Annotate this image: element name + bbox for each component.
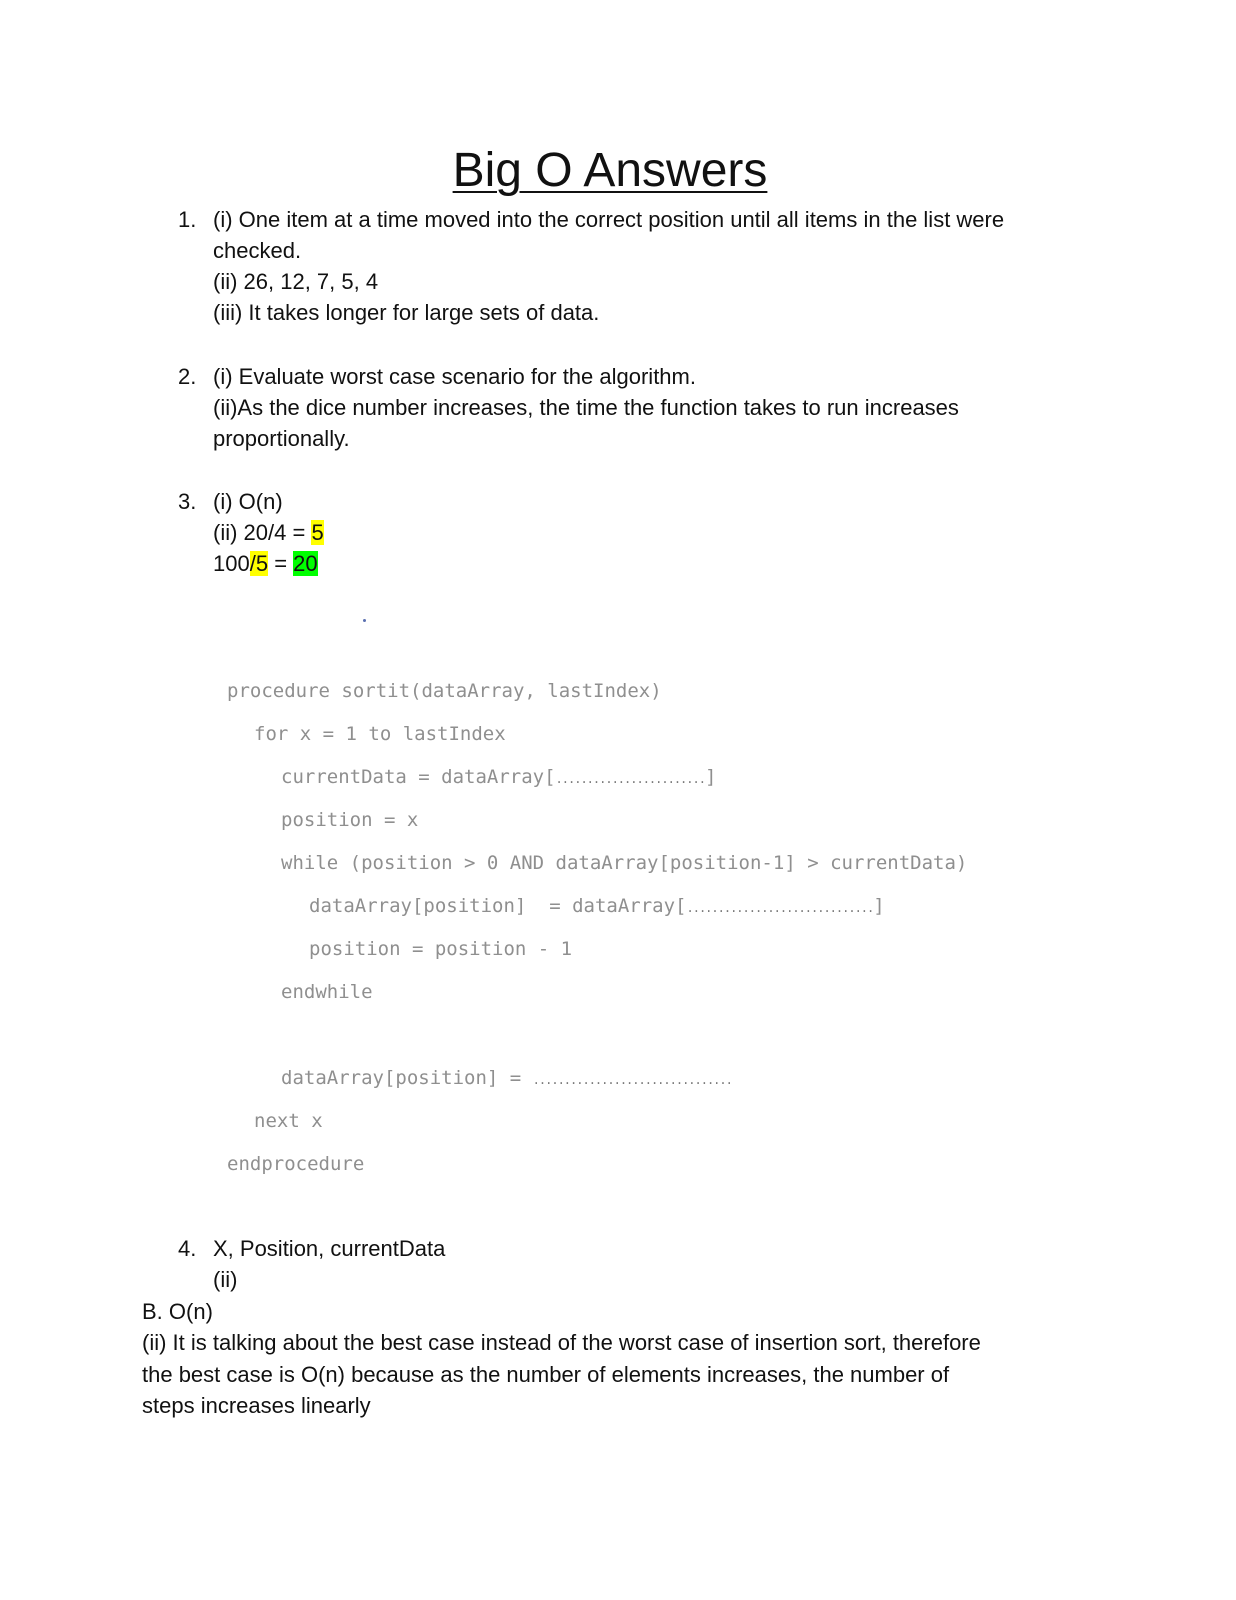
q1-iii: (iii) It takes longer for large sets of data.: [213, 300, 600, 325]
q3-ii-prefix: (ii) 20/4 =: [213, 520, 312, 545]
q3-ii: [213, 520, 324, 546]
q4-ii: (ii): [213, 1267, 238, 1292]
q3-calc-eq: =: [268, 551, 294, 576]
partb-line1: (ii) It is talking about the best case instead of the worst case of insertion sort, therefore: [142, 1330, 981, 1355]
code-line-6-blank: ..............................: [686, 901, 874, 915]
code-line-9-blank: ................................: [532, 1073, 732, 1087]
q3-calc-divisor-highlight: /5: [249, 551, 269, 576]
q1-i-line1: (i) One item at a time moved into the correct position until all items in the list were: [213, 207, 1005, 232]
q3-number: 3.: [178, 489, 197, 514]
code-line-6: [309, 894, 885, 920]
code-line-3-prefix: currentData = dataArray[: [281, 766, 556, 788]
q3-calc-prefix: 100: [213, 551, 250, 576]
q2-ii-line1: (ii)As the dice number increases, the time the function takes to run increases: [213, 395, 959, 420]
q1-i-line2: checked.: [213, 238, 302, 263]
q3-calc: [213, 551, 318, 577]
code-line-9: [281, 1066, 732, 1092]
partb-line2: the best case is O(n) because as the number of elements increases, the number of: [142, 1362, 950, 1387]
code-line-1: procedure sortit(dataArray, lastIndex): [227, 680, 662, 702]
code-line-3-suffix: ]: [704, 766, 717, 788]
code-line-2: for x = 1 to lastIndex: [254, 723, 506, 745]
q3-i: (i) O(n): [213, 489, 283, 514]
code-line-5: while (position > 0 AND dataArray[position-1] > currentData): [281, 852, 968, 874]
q2-i: (i) Evaluate worst case scenario for the algorithm.: [213, 364, 696, 389]
code-line-4: position = x: [281, 809, 419, 831]
code-line-6-suffix: ]: [873, 895, 885, 917]
code-line-11: endprocedure: [227, 1153, 365, 1175]
q3-calc-answer-highlight: 20: [293, 551, 318, 576]
code-line-3-blank: ........................: [555, 772, 705, 786]
partb-label: B. O(n): [142, 1299, 213, 1324]
q1-ii: (ii) 26, 12, 7, 5, 4: [213, 269, 379, 294]
code-line-10: next x: [254, 1110, 323, 1132]
partb-line3: steps increases linearly: [142, 1393, 371, 1418]
q3-ii-answer-highlight: 5: [311, 520, 324, 545]
code-line-3: [281, 765, 716, 791]
q4-number: 4.: [178, 1236, 197, 1261]
code-line-7: position = position - 1: [309, 938, 573, 960]
q1-number: 1.: [178, 207, 197, 232]
q2-ii-line2: proportionally.: [213, 426, 350, 451]
q4-answer: X, Position, currentData: [213, 1236, 446, 1261]
page-title: Big O Answers: [452, 144, 768, 197]
code-line-6-prefix: dataArray[position] = dataArray[: [309, 895, 687, 917]
q2-number: 2.: [178, 364, 197, 389]
stray-mark: [363, 619, 366, 622]
code-line-9-prefix: dataArray[position] =: [281, 1067, 533, 1089]
code-line-8: endwhile: [281, 981, 373, 1003]
